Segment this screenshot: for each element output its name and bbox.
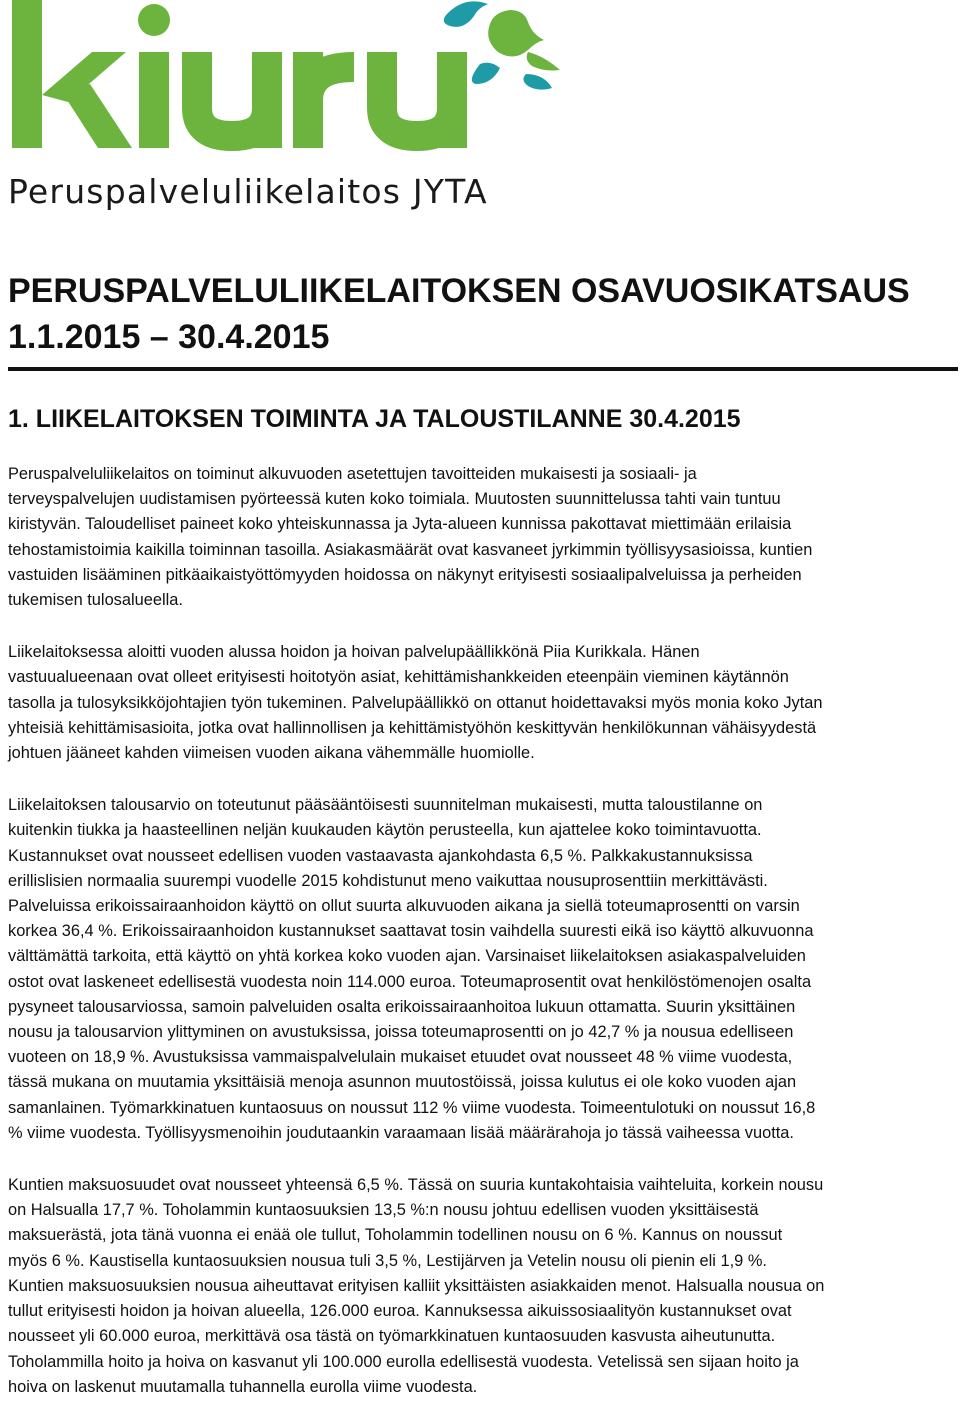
document-title-line-2: 1.1.2015 – 30.4.2015: [8, 318, 330, 356]
paragraph-1: Peruspalveluliikelaitos on toiminut alkuvuoden asetettujen tavoitteiden mukaisesti ja sosiaali- ja terveyspalvelujen uudistamisen pyörteessä kuten koko toimiala. Muutosten suunnittelussa tahti vain tuntuu kiristyvän. Taloudelliset paineet koko yhteiskunnassa ja Jyta-alueen kunnissa pakottavat miettimään erilaisia tehostamistoimia kaikilla toiminnan tasoilla. Asiakasmäärät ovat kasvaneet jyrkimmin työllisyysasioissa, kuntien vastuiden lisääminen pitkäaikaistyöttömyyden hoidossa on näkynyt erityisesti sosiaalipalveluissa ja perheiden tukemisen tulosalueella.: [8, 465, 813, 610]
title-divider: [8, 367, 958, 371]
document-title: [8, 268, 958, 360]
wordmark-letters-stroked: [197, 52, 452, 148]
kiuru-logo: [4, 0, 564, 215]
paragraph-2: Liikelaitoksessa aloitti vuoden alussa hoidon ja hoivan palvelupäällikkönä Piia Kurikkala. Hänen vastuualueenaan ovat olleet erityisesti hoitotyön asiat, kehittämishankkeiden eteenpäin vieminen käytännön tasolla ja tulosyksikköjohtajien työn tukeminen. Palvelupäällikkö on ottanut hoidettavaksi myös monia koko Jytan yhteisiä kehittämisasioita, jotka ovat hallinnollisen ja kehittämistyöhön keskittyvän henkilökunnan vähäisyydestä johtuen jääneet kahden viimeisen vuoden aikana vähemmälle huomiolle.: [8, 643, 823, 763]
logo-subtitle: Peruspalveluliikelaitos JYTA: [8, 172, 488, 211]
kiuru-wordmark-logo: [4, 0, 564, 170]
body-text: [8, 462, 960, 1427]
paragraph-3: Liikelaitoksen talousarvio on toteutunut pääsääntöisesti suunnitelman mukaisesti, mutta taloustilanne on kuitenkin tiukka ja haasteellinen neljän kuukauden käytön perusteella, kun ajattelee koko toimintavuotta. Kustannukset ovat nousseet edellisen vuoden vastaavasta ajankohdasta 6,5 %. Palkkakustannuksissa erillislisien normaalia suurempi vuodelle 2015 kohdistunut meno vaikuttaa nousuprosenttiin merkittävästi. Palveluissa erikoissairaanhoidon käyttö on ollut suurta alkuvuoden aikana ja siellä toteumaprosentti on varsin korkea 36,4 %. Erikoissairaanhoidon kustannukset saattavat tosin vaihdella suuresti eikä iso käyttö alkuvuonna välttämättä tarkoita, että käyttö on yhtä korkea koko vuoden ajan. Varsinaiset liikelaitoksen asiakaspalveluiden ostot ovat laskeneet edellisestä vuodesta noin 114.000 euroa. Toteumaprosentit ovat henkilöstömenojen osalta pysyneet talousarviossa, samoin palveluiden osalta erikoissairaanhoitoa lukuun ottamatta. Suurin yksittäinen nousu ja talousarvion ylittyminen on avustuksissa, joissa toteumaprosentti on jo 42,7 % ja nousua edelliseen vuoteen on 18,9 %. Avustuksissa vammaispalvelulain mukaiset etuudet ovat nousseet 48 % viime vuodesta, tässä mukana on muutamia yksittäisiä menoja asunnon muutostöissä, joissa kulutus ei ole koko vuoden ajan samanlainen. Työmarkkinatuen kuntaosuus on noussut 112 % viime vuodesta. Toimeentulotuki on noussut 16,8 % viime vuodesta. Työllisyysmenoihin joudutaankin varaamaan lisää määrärahoja jo tässä vaiheessa vuotta.: [8, 796, 816, 1142]
wordmark-letters: [12, 0, 170, 148]
document-title-line-1: PERUSPALVELULIIKELAITOKSEN OSAVUOSIKATSAUS: [8, 272, 910, 310]
paragraph-4: Kuntien maksuosuudet ovat nousseet yhteensä 6,5 %. Tässä on suuria kuntakohtaisia vaihteluita, korkein nousu on Halsualla 17,7 %. Toholammin kuntaosuuksien 13,5 %:n nousu johtuu edellisen vuoden yksittäisestä maksuerästä, jota tänä vuonna ei enää ole tullut, Toholammin todellinen nousu on 6 %. Kannus on noussut myös 6 %. Kaustisella kuntaosuuksien nousua tuli 3,5 %, Lestijärven ja Vetelin nousu oli pienin eli 1,9 %. Kuntien maksuosuuksien nousua aiheuttavat erityisen kalliit yksittäisten asiakkaiden menot. Halsualla nousua on tullut erityisesti hoidon ja hoivan alueella, 126.000 euroa. Kannuksessa aikuissosiaalityön kustannukset ovat nousseet yli 60.000 euroa, merkittävä osa tästä on työmarkkinatuen kuntaosuuden kasvusta aiheutunutta. Toholammilla hoito ja hoiva on kasvanut yli 100.000 eurolla edellisestä vuodesta. Vetelissä sen sijaan hoito ja hoiva on laskenut muutamalla tuhannella eurolla viime vuodesta.: [8, 1176, 825, 1396]
section-heading: 1. LIIKELAITOKSEN TOIMINTA JA TALOUSTILANNE 30.4.2015: [8, 405, 741, 433]
